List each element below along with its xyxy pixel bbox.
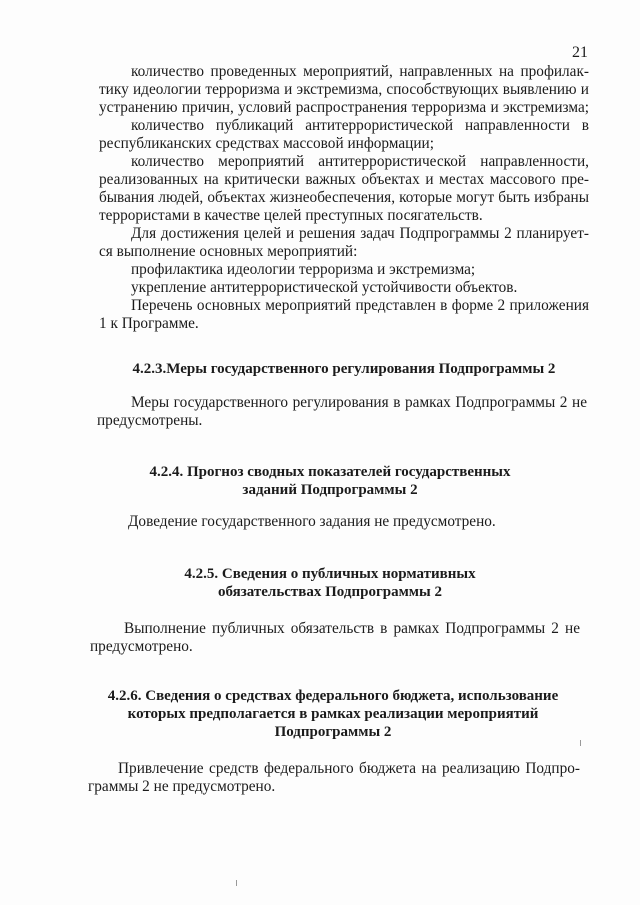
- intro-line-12: профилактика идеологии терроризма и экстремизма;: [131, 261, 476, 278]
- intro-line-2: тику идеологии терроризма и экстремизма, способствующих выявлению и: [99, 81, 589, 98]
- intro-line-1: количество проведенных мероприятий, направленных на профилак-: [131, 63, 589, 80]
- intro-line-4: количество публикаций антитеррористической направленности в: [131, 117, 589, 134]
- section-heading-4-2-4-line-1: 4.2.4. Прогноз сводных показателей государственных: [149, 464, 511, 480]
- intro-line-9: террористами в качестве целей преступных посягательств.: [99, 207, 483, 224]
- intro-line-14: Перечень основных мероприятий представлен в форме 2 приложения: [131, 297, 589, 314]
- section-4-2-4-body-line-1: Доведение государственного задания не предусмотрено.: [128, 513, 496, 530]
- intro-line-10: Для достижения целей и решения задач Подпрограммы 2 планирует-: [131, 225, 589, 242]
- section-heading-4-2-6-line-3: Подпрограммы 2: [274, 724, 392, 740]
- section-4-2-5-body-line-1: Выполнение публичных обязательств в рамках Подпрограммы 2 не: [124, 620, 580, 637]
- scan-speck: [236, 880, 237, 886]
- intro-line-15: 1 к Программе.: [99, 315, 199, 332]
- scan-speck: [580, 740, 581, 746]
- section-heading-4-2-6-line-2: которых предполагается в рамках реализации мероприятий: [127, 706, 539, 722]
- intro-line-7: реализованных на критически важных объектах и местах массового пре-: [99, 171, 589, 188]
- section-heading-4-2-6-line-1: 4.2.6. Сведения о средствах федерального бюджета, использование: [107, 688, 559, 704]
- page-number: 21: [572, 44, 588, 61]
- section-heading-4-2-3: 4.2.3.Меры государственного регулирования Подпрограммы 2: [132, 361, 556, 377]
- intro-line-5: республиканских средствах массовой информации;: [99, 135, 434, 152]
- intro-line-13: укрепление антитеррористической устойчивости объектов.: [131, 279, 518, 296]
- section-4-2-3-body-line-2: предусмотрены.: [97, 412, 203, 429]
- section-4-2-6-body-line-2: граммы 2 не предусмотрено.: [88, 778, 276, 795]
- section-4-2-6-body-line-1: Привлечение средств федерального бюджета на реализацию Подпро-: [118, 760, 580, 777]
- intro-line-3: устранению причин, условий распространения терроризма и экстремизма;: [99, 99, 589, 116]
- section-heading-4-2-5-line-1: 4.2.5. Сведения о публичных нормативных: [184, 566, 476, 582]
- intro-line-8: бывания людей, объектах жизнеобеспечения, которые могут быть избраны: [99, 189, 589, 206]
- section-heading-4-2-4-line-2: заданий Подпрограммы 2: [242, 482, 418, 498]
- section-4-2-3-body-line-1: Меры государственного регулирования в рамках Подпрограммы 2 не: [131, 394, 587, 411]
- intro-line-6: количество мероприятий антитеррористической направленности,: [131, 153, 589, 170]
- section-4-2-5-body-line-2: предусмотрено.: [90, 638, 193, 655]
- intro-line-11: ся выполнение основных мероприятий:: [99, 243, 358, 260]
- section-heading-4-2-5-line-2: обязательствах Подпрограммы 2: [218, 584, 442, 600]
